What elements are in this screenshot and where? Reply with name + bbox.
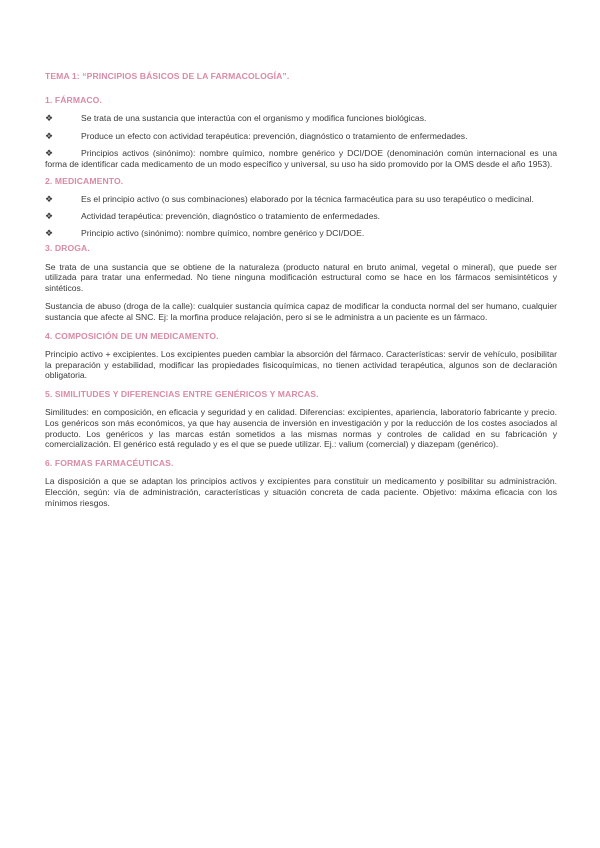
- diamond-bullet-icon: ❖: [45, 194, 54, 205]
- diamond-bullet-icon: ❖: [45, 113, 54, 124]
- diamond-bullet-icon: ❖: [45, 210, 54, 221]
- list-item: [45, 131, 557, 142]
- list-item: [45, 113, 557, 124]
- paragraph: Similitudes: en composición, en eficacia y seguridad y en calidad. Diferencias: excipientes, apariencia, laboratorio fabricante y precio. Los genéricos son más económicos, ya que hay ausencia de inversión en investigación y por la reducción de los costes asociados al producto. Los genéricos y las marcas están sometidos a las mismas normas y controles de calidad en su fabricación y comercialización. El genérico está regulado y es el que se puede utilizar. Ej.: valium (comercial) y diazepam (genérico).: [45, 407, 557, 450]
- paragraph: Principio activo + excipientes. Los excipientes pueden cambiar la absorción del fármaco. Características: servir de vehículo, posibilitar la preparación y estabilidad, modificar las propiedades fisicoquímicas, no tienen actividad terapéutica, algunos son de declaración obligatoria.: [45, 349, 557, 381]
- section-heading-droga: 3. DROGA.: [45, 242, 90, 253]
- diamond-bullet-icon: ❖: [45, 148, 54, 159]
- section-heading-composicion: 4. COMPOSICIÓN DE UN MEDICAMENTO.: [45, 330, 219, 341]
- list-item: [45, 211, 557, 222]
- paragraph: La disposición a que se adaptan los principios activos y excipientes para constituir un medicamento y posibilitar su administración. Elección, según: vía de administración, características y situación concreta de cada paciente. Objetivo: máxima eficacia con los mínimos riesgos.: [45, 476, 557, 508]
- list-item: [45, 228, 557, 239]
- section-heading-similitudes: 5. SIMILITUDES Y DIFERENCIAS ENTRE GENÉRICOS Y MARCAS.: [45, 388, 319, 399]
- diamond-bullet-icon: ❖: [45, 130, 54, 141]
- document-body: [45, 71, 557, 516]
- list-item: [45, 148, 557, 169]
- section-heading-formas: 6. FORMAS FARMACÉUTICAS.: [45, 457, 174, 468]
- list-item: [45, 194, 557, 205]
- list-item-text: Es el principio activo (o sus combinaciones) elaborado por la técnica farmacéutica para su uso terapéutico o medicinal.: [81, 194, 534, 205]
- section-heading-medicamento: 2. MEDICAMENTO.: [45, 175, 124, 186]
- paragraph: Sustancia de abuso (droga de la calle): cualquier sustancia química capaz de modificar la conducta normal del ser humano, cualquier sustancia que afecte al SNC. Ej: la morfina produce relajación, pero si se le administra a un paciente es un fármaco.: [45, 301, 557, 322]
- paragraph: Se trata de una sustancia que se obtiene de la naturaleza (producto natural en bruto animal, vegetal o mineral), que puede ser utilizada para tratar una enfermedad. No tiene ninguna modificación estructural como se hace en los fármacos semisintéticos y sintéticos.: [45, 261, 557, 293]
- section-heading-farmaco: 1. FÁRMACO.: [45, 94, 102, 105]
- list-item-text: Principios activos (sinónimo): nombre químico, nombre genérico y DCI/DOE (denominación común internacional es una forma de identificar cada medicamento de un modo específico y universal, su uso ha sido promovido por la OMS desde el año 1953).: [45, 148, 557, 169]
- list-item-text: Produce un efecto con actividad terapéutica: prevención, diagnóstico o tratamiento de enfermedades.: [81, 130, 468, 141]
- list-item-text: Se trata de una sustancia que interactúa con el organismo y modifica funciones biológicas.: [81, 113, 427, 124]
- diamond-bullet-icon: ❖: [45, 228, 54, 239]
- document-title: TEMA 1: “PRINCIPIOS BÁSICOS DE LA FARMACOLOGÍA”.: [45, 71, 290, 81]
- list-item-text: Principio activo (sinónimo): nombre químico, nombre genérico y DCI/DOE.: [81, 228, 365, 239]
- list-item-text: Actividad terapéutica: prevención, diagnóstico o tratamiento de enfermedades.: [81, 210, 381, 221]
